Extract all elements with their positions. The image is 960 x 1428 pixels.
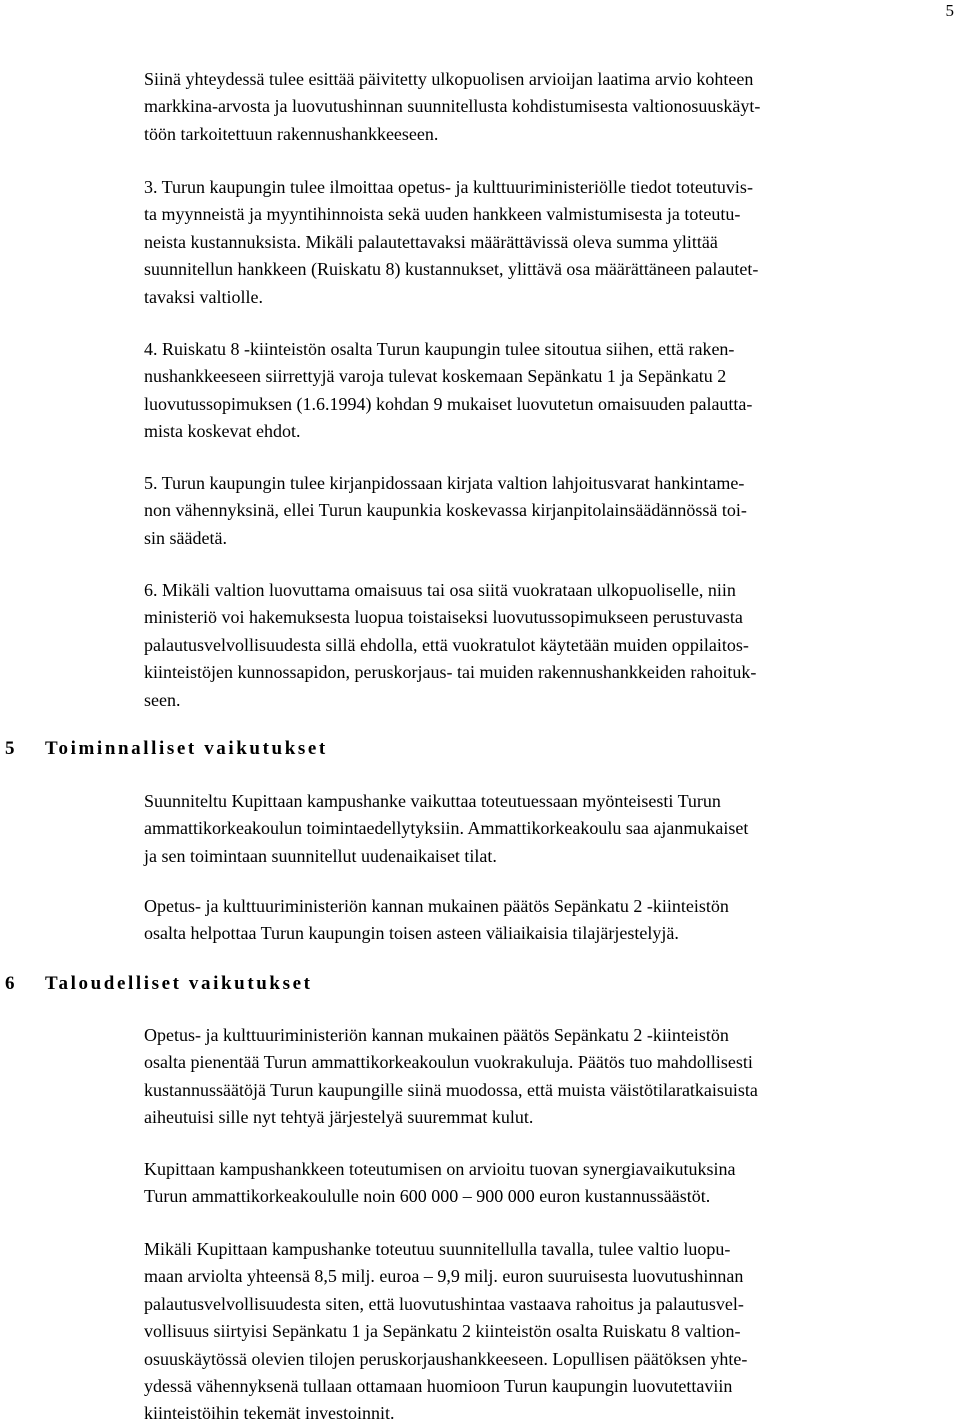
section-number: 6 (5, 973, 15, 994)
section-number: 5 (5, 738, 15, 759)
paragraph-item-4: 4. Ruiskatu 8 -kiinteistön osalta Turun kaupungin tulee sitoutua siihen, että raken- nushankkeeseen siirrettyjä varoja tulevat koskemaan Sepänkatu 1 ja Sepänkatu 2 luovutussopimuksen (1.6.1994) kohdan 9 mukaiset luovutetun omaisuuden palautta- mista koskevat ehdot. (144, 339, 753, 442)
paragraph-financial-2: Kupittaan kampushankkeen toteutumisen on arvioitu tuovan synergiavaikutuksina Turun ammattikorkeakoululle noin 600 000 – 900 000 euron kustannussäästöt. (144, 1159, 736, 1207)
paragraph-item-6: 6. Mikäli valtion luovuttama omaisuus tai osa siitä vuokrataan ulkopuoliselle, niin ministeriö voi hakemuksesta luopua toistaiseksi luovutussopimukseen perustuvasta palautusvelvollisuudesta sillä ehdolla, että vuokratulot käytetään muiden oppilaitos- kiinteistöjen kunnossapidon, peruskorjaus- tai muiden rakennushankkeiden rahoituk- seen. (144, 580, 757, 710)
paragraph-financial-1: Opetus- ja kulttuuriministeriön kannan mukainen päätös Sepänkatu 2 -kiinteistön osalta pienentää Turun ammattikorkeakoulun vuokrakuluja. Päätös tuo mahdollisesti kustannussäätöjä Turun kaupungille siinä muodossa, että muista väistötilaratkaisuista aiheutuisi sille nyt tehtyä järjestelyä suuremmat kulut. (144, 1025, 758, 1128)
paragraph-valuation: Siinä yhteydessä tulee esittää päivitetty ulkopuolisen arvioijan laatima arvio kohteen markkina-arvosta ja luovutushinnan suunnitellusta kohdistumisesta valtionosuuskäyt- töön tarkoitettuun rakennushankkeeseen. (144, 69, 761, 144)
section-heading-5 (5, 737, 328, 761)
paragraph-item-3: 3. Turun kaupungin tulee ilmoittaa opetus- ja kulttuuriministeriölle tiedot toteutuvis- ta myynneistä ja myyntihinnoista sekä uuden hankkeen valmistumisesta ja toteutu- neista kustannuksista. Mikäli palautettavaksi määrättävissä oleva summa ylittää suunnitellun hankkeen (Ruiskatu 8) kustannukset, ylittävä osa määrättäneen palautet- tavaksi valtiolle. (144, 177, 759, 307)
section-title: Taloudelliset vaikutukset (45, 973, 313, 994)
paragraph-operational-2: Opetus- ja kulttuuriministeriön kannan mukainen päätös Sepänkatu 2 -kiinteistön osalta helpottaa Turun kaupungin toisen asteen väliaikaisia tilajärjestelyjä. (144, 896, 729, 944)
paragraph-item-5: 5. Turun kaupungin tulee kirjanpidossaan kirjata valtion lahjoitusvarat hankintame- non vähennyksinä, ellei Turun kaupunkia koskevassa kirjanpitolainsäädännössä toi- sin säädetä. (144, 473, 747, 548)
paragraph-operational-1: Suunniteltu Kupittaan kampushanke vaikuttaa toteutuessaan myönteisesti Turun ammattikorkeakoulun toimintaedellytyksiin. Ammattikorkeakoulu saa ajanmukaiset ja sen toimintaan suunnitellut uudenaikaiset tilat. (144, 791, 749, 866)
paragraph-financial-3: Mikäli Kupittaan kampushanke toteutuu suunnitellulla tavalla, tulee valtio luopu- maan arviolta yhteensä 8,5 milj. euroa – 9,9 milj. euron suuruisesta luovutushinnan palautusvelvollisuudesta siten, että luovutushintaa vastaava rahoitus ja palautusvel- vollisuus siirtyisi Sepänkatu 1 ja Sepänkatu 2 kiinteistön osalta Ruiskatu 8 valtion- osuuskäytössä olevien tilojen peruskorjaushankkeeseen. Lopullisen päätöksen yhte- ydessä vähennyksenä tullaan ottamaan huomioon Turun kaupungin luovutettaviin kiinteistöihin tekemät investoinnit. (144, 1239, 748, 1424)
page-number: 5 (945, 1, 954, 20)
section-title: Toiminnalliset vaikutukset (45, 738, 328, 759)
section-heading-6 (5, 972, 313, 996)
